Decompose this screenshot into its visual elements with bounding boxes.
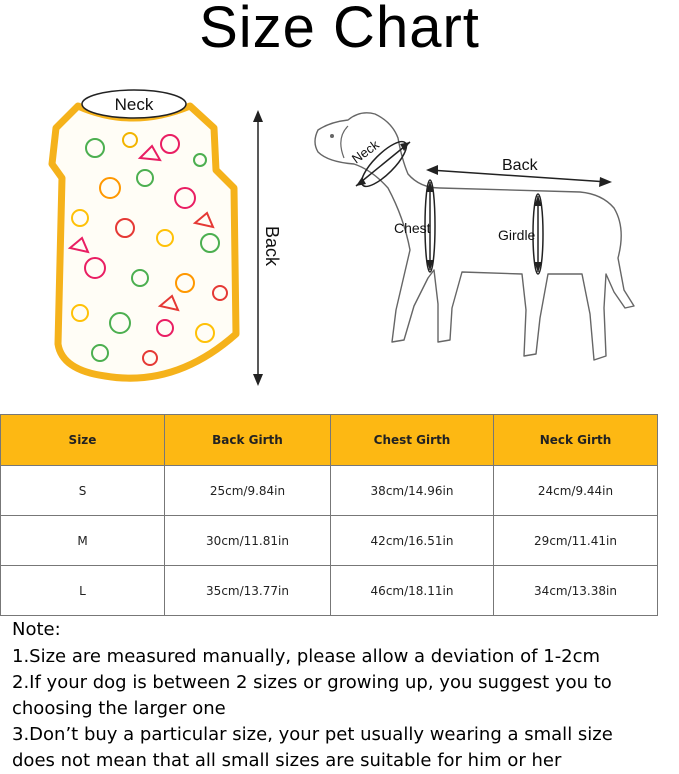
table-row — [1, 516, 658, 566]
table-header-row — [1, 415, 658, 466]
shirt-back-arrow — [253, 110, 263, 386]
shirt-back-label: Back — [262, 226, 282, 267]
page-title: Size Chart — [199, 0, 480, 60]
cell-back-girth: 25cm/9.84in — [165, 466, 331, 516]
cell-back-girth: 35cm/13.77in — [165, 566, 331, 616]
note-line: choosing the larger one — [12, 698, 226, 719]
table-row — [1, 466, 658, 516]
notes-section — [12, 616, 677, 774]
cell-chest-girth: 46cm/18.11in — [331, 566, 494, 616]
header-size: Size — [1, 415, 165, 466]
dog-chest-label: Chest — [394, 220, 431, 236]
cell-size: M — [1, 516, 165, 566]
cell-chest-girth: 42cm/16.51in — [331, 516, 494, 566]
size-illustration — [0, 78, 679, 398]
cell-neck-girth: 24cm/9.44in — [494, 466, 658, 516]
shirt-neck-marker — [82, 90, 186, 118]
header-chest-girth: Chest Girth — [331, 415, 494, 466]
header-neck-girth: Neck Girth — [494, 415, 658, 466]
dog-neck-label: Neck — [348, 136, 382, 167]
shirt-illustration — [52, 90, 282, 386]
table-row — [1, 566, 658, 616]
cell-neck-girth: 34cm/13.38in — [494, 566, 658, 616]
note-line: 1.Size are measured manually, please allow a deviation of 1-2cm — [12, 646, 601, 667]
dog-girdle-label: Girdle — [498, 227, 536, 243]
cell-size: L — [1, 566, 165, 616]
cell-neck-girth: 29cm/11.41in — [494, 516, 658, 566]
notes-heading: Note: — [12, 619, 61, 640]
note-line: 3.Don’t buy a particular size, your pet usually wearing a small size — [12, 724, 613, 745]
note-line: does not mean that all small sizes are suitable for him or her — [12, 750, 562, 771]
dog-illustration — [315, 113, 634, 360]
size-table — [0, 414, 658, 616]
header-back-girth: Back Girth — [165, 415, 331, 466]
dog-back-label: Back — [502, 157, 538, 174]
cell-back-girth: 30cm/11.81in — [165, 516, 331, 566]
cell-size: S — [1, 466, 165, 516]
cell-chest-girth: 38cm/14.96in — [331, 466, 494, 516]
note-line: 2.If your dog is between 2 sizes or growing up, you suggest you to — [12, 672, 612, 693]
size-table-container — [0, 414, 659, 616]
shirt-neck-label: Neck — [114, 95, 154, 114]
